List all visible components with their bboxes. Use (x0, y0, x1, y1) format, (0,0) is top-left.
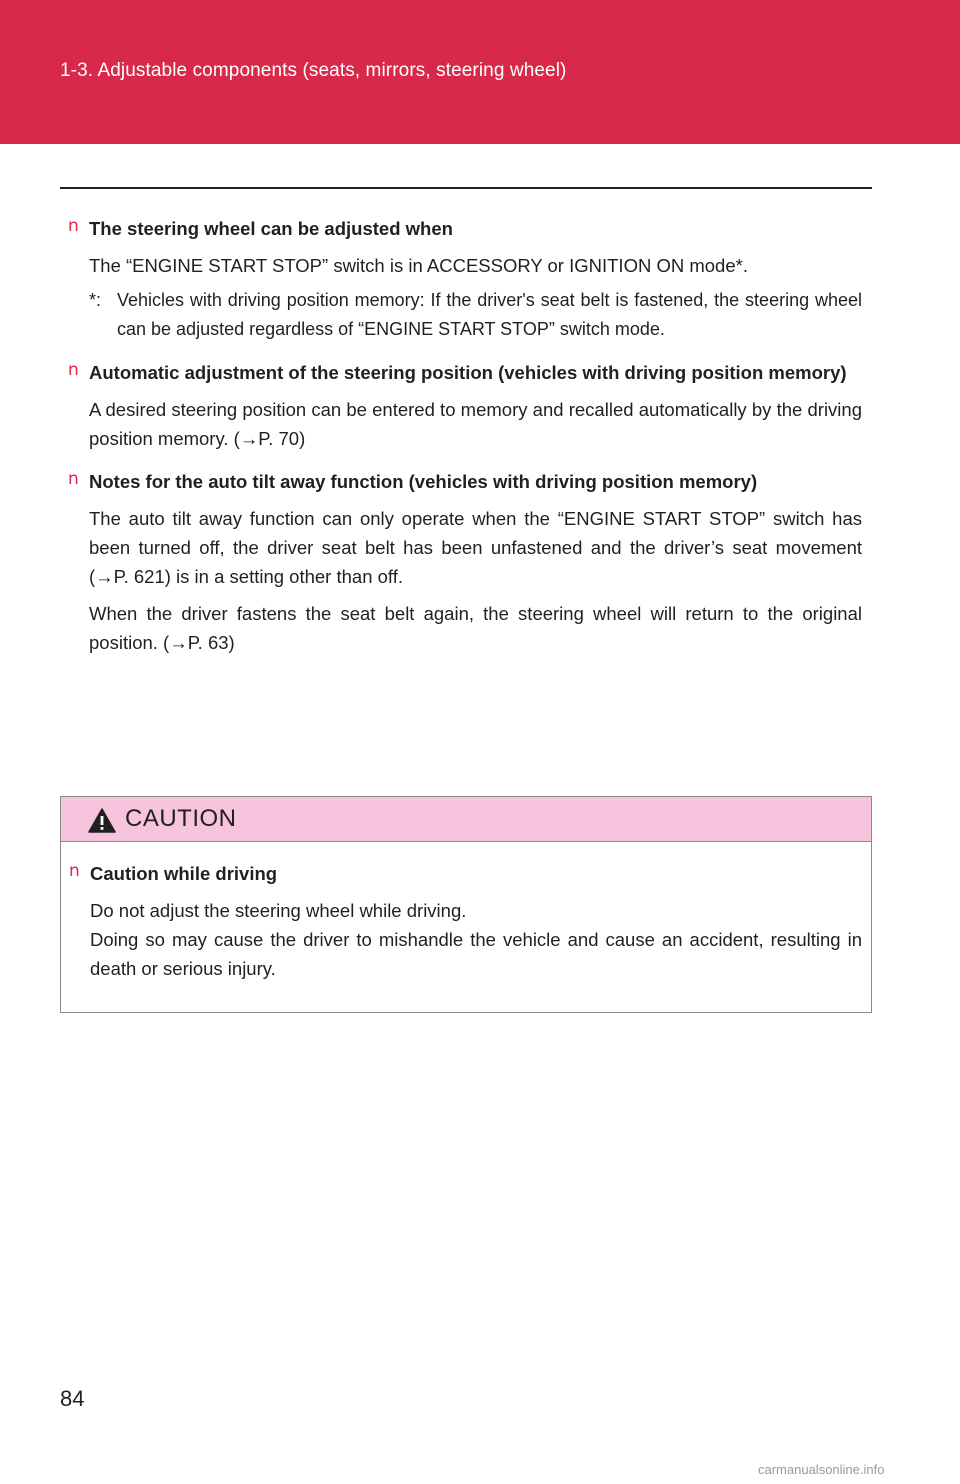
item-heading: Notes for the auto tilt away function (vehicles with driving position memory) (89, 471, 758, 492)
section-auto-tilt-away (60, 467, 862, 657)
item-heading: The steering wheel can be adjusted when (89, 218, 453, 239)
caution-body (61, 859, 862, 997)
bullet-icon: n (68, 216, 79, 236)
warning-triangle-icon (88, 808, 116, 833)
paragraph: The “ENGINE START STOP” switch is in ACCESSORY or IGNITION ON mode*. (89, 255, 748, 276)
page-number: 84 (60, 1386, 85, 1411)
paragraph: The auto tilt away function can only operate when the “ENGINE START STOP” switch has been turned off, the driver seat belt has been unfastened and the driver’s seat movement (→P. 621) is in a setting other than off. (89, 508, 862, 587)
bullet-icon: n (68, 360, 79, 380)
caution-item (61, 859, 862, 983)
footnote (89, 286, 862, 344)
section-title: 1-3. Adjustable components (seats, mirrors, steering wheel) (60, 60, 567, 81)
paragraph: When the driver fastens the seat belt again, the steering wheel will return to the original position. (→P. 63) (89, 603, 862, 653)
footnote-mark: *: (89, 290, 102, 310)
footnote-text: Vehicles with driving position memory: If the driver's seat belt is fastened, the steering wheel can be adjusted regardless of “ENGINE START STOP” switch mode. (117, 290, 862, 339)
caution-item-heading: Caution while driving (90, 863, 278, 884)
header-rule (60, 187, 872, 189)
paragraph: A desired steering position can be entered to memory and recalled automatically by the driving position memory. (→P. 70) (89, 399, 862, 449)
caution-line: Do not adjust the steering wheel while driving. (90, 900, 467, 921)
caution-label: CAUTION (125, 805, 237, 832)
item-heading: Automatic adjustment of the steering position (vehicles with driving position memory) (89, 362, 847, 383)
caution-header (61, 797, 871, 842)
bullet-icon: n (68, 469, 79, 489)
section-steering-adjust-when (60, 214, 862, 344)
caution-box (60, 796, 872, 1013)
caution-line: Doing so may cause the driver to mishandle the vehicle and cause an accident, resulting in death or serious injury. (90, 929, 862, 979)
page-header (0, 0, 960, 144)
section-automatic-adjustment (60, 358, 862, 453)
bullet-icon: n (69, 861, 80, 881)
footer-watermark: carmanualsonline.info (758, 1462, 885, 1477)
main-content (60, 214, 862, 671)
